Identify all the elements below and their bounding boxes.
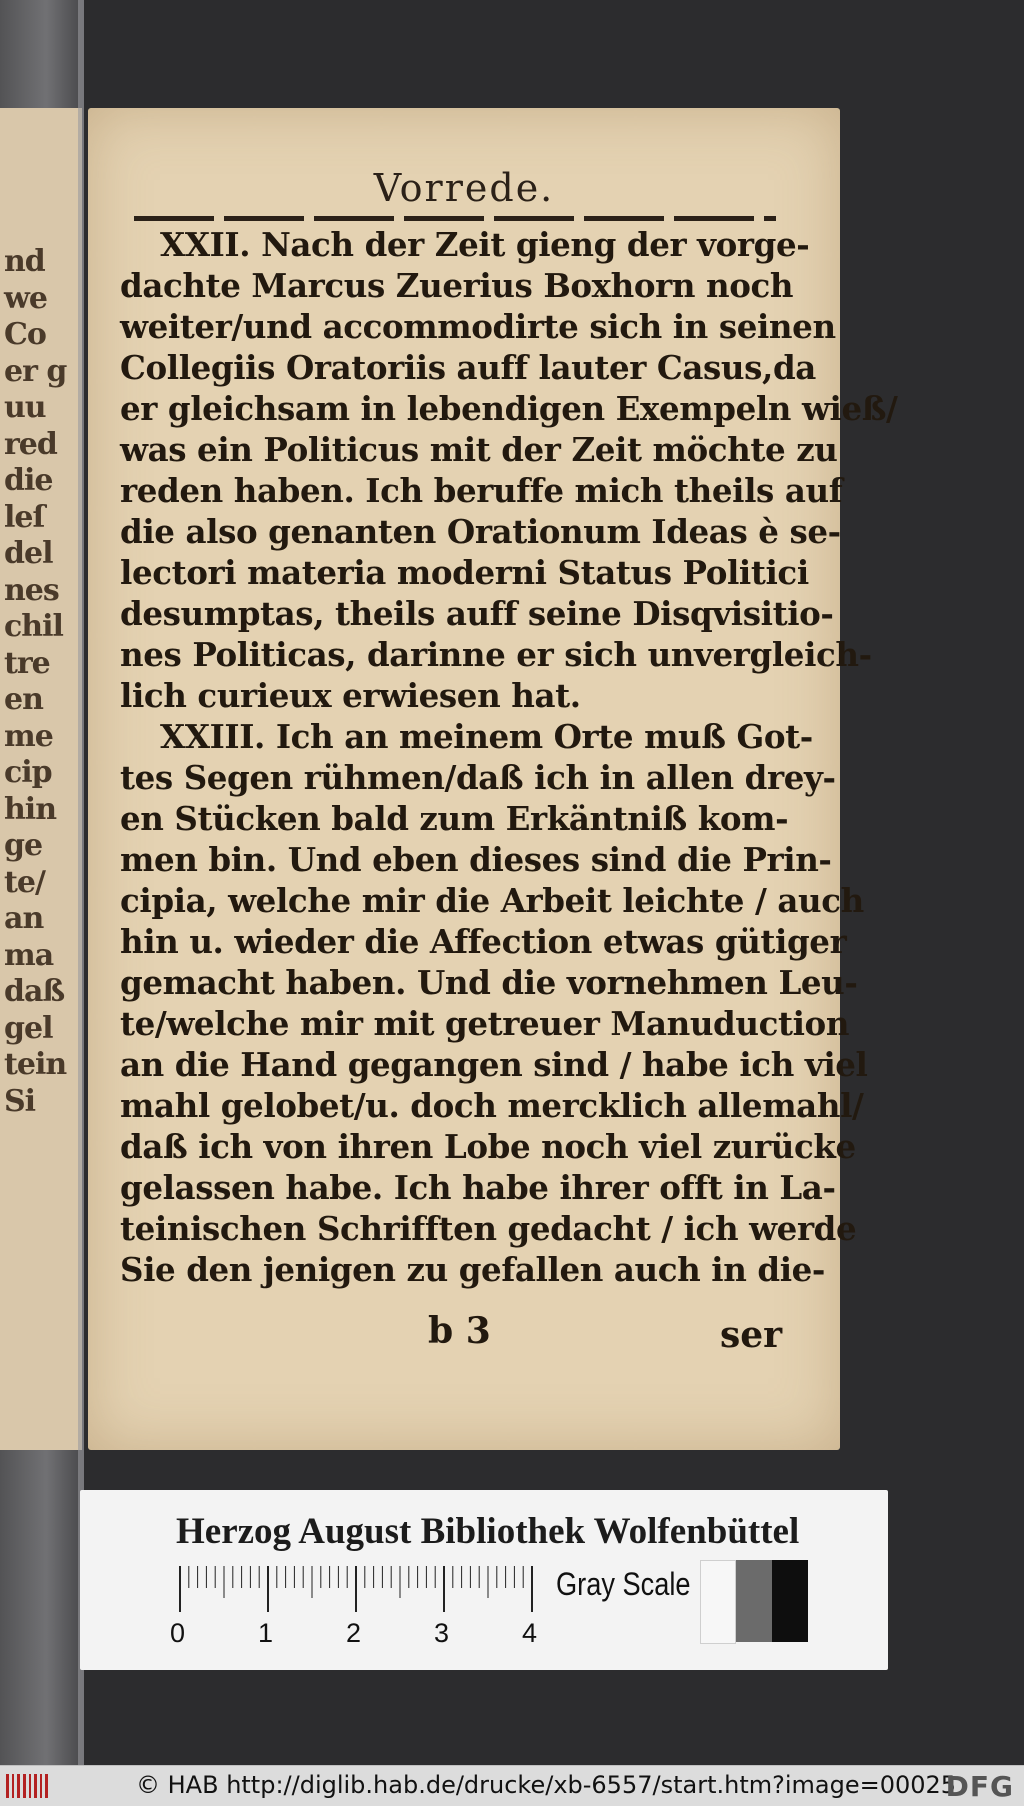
facing-text-fragment: an [4, 901, 44, 936]
facing-text-fragment: er g [4, 353, 67, 389]
text-line: was ein Politicus mit der Zeit möchte zu [120, 430, 838, 469]
text-line: mahl gelobet/u. doch mercklich allemahl/ [120, 1086, 864, 1125]
text-line: er gleichsam in lebendigen Exempeln wieß/ [120, 389, 898, 428]
signature-mark: b 3 [428, 1310, 491, 1352]
text-line: XXIII. Ich an meinem Orte muß Got- [160, 717, 813, 756]
ruler-number: 4 [522, 1618, 538, 1648]
text-line: dachte Marcus Zuerius Boxhorn noch [120, 266, 794, 305]
library-color-strip [80, 1490, 888, 1670]
facing-text-fragment: ge [4, 828, 43, 863]
library-name: Herzog August Bibliothek Wolfenbüttel [176, 1511, 800, 1552]
text-line: men bin. Und eben dieses sind die Prin- [120, 840, 832, 879]
text-line: te/welche mir mit getreuer Manuduction [120, 1004, 850, 1043]
text-line: Sie den jenigen zu gefallen auch in die- [120, 1250, 826, 1289]
facing-text-fragment: we [4, 280, 47, 316]
facing-text-fragment: daß [4, 974, 65, 1009]
facing-text-fragment: chil [4, 609, 63, 644]
facing-text-fragment: ma [4, 937, 54, 973]
facing-text-fragment: die [4, 463, 53, 498]
facing-text-fragment: Si [4, 1083, 36, 1119]
text-line: lectori materia moderni Status Politici [120, 553, 809, 592]
text-line: gemacht haben. Und die vornehmen Leu- [120, 963, 858, 1002]
text-line: Collegiis Oratoriis auff lauter Casus,da [120, 348, 816, 387]
ruler-number: 3 [434, 1618, 450, 1648]
page-text [120, 224, 898, 1290]
text-line: an die Hand gegangen sind / habe ich viel [120, 1045, 868, 1084]
page-header: Vorrede. [373, 166, 555, 210]
text-line: lich curieux erwiesen hat. [120, 676, 581, 715]
gray-swatch-mid [736, 1560, 772, 1642]
text-line: teinischen Schrifften gedacht / ich werde [120, 1209, 857, 1248]
facing-text-fragment: del [4, 536, 53, 571]
facing-text-fragment: cip [4, 755, 52, 790]
facing-text-fragment: leſ [4, 499, 45, 535]
gray-swatch-black [772, 1560, 808, 1642]
facing-page [0, 108, 82, 1450]
facing-text-fragment: me [4, 718, 53, 754]
facing-text-fragment: nd [4, 244, 45, 279]
facing-text-fragment: uu [4, 390, 46, 425]
text-line: cipia, welche mir die Arbeit leichte / auch [120, 881, 864, 920]
text-line: gelassen habe. Ich habe ihrer offt in La- [120, 1168, 836, 1207]
text-line: tes Segen rühmen/daß ich in allen drey- [120, 758, 836, 797]
text-line: die also genanten Orationum Ideas è se- [120, 512, 841, 551]
footer-bar [0, 1765, 1024, 1806]
hab-logo-icon [6, 1774, 48, 1798]
facing-text-fragment: hin [4, 791, 57, 827]
book-page [88, 108, 898, 1450]
text-line: reden haben. Ich beruffe mich theils auf [120, 471, 843, 510]
text-line: weiter/und accommodirte sich in seinen [120, 307, 836, 346]
ruler-number: 0 [170, 1618, 186, 1648]
text-line: nes Politicas, darinne er sich unvergleich- [120, 635, 872, 674]
gray-scale-swatches [700, 1560, 808, 1642]
footer-copyright-link[interactable]: © HAB http://diglib.hab.de/drucke/xb-6557/start.htm?image=00025 [136, 1771, 957, 1799]
text-line: daß ich von ihren Lobe noch viel zurücke [120, 1127, 856, 1166]
facing-text-fragment: tein [4, 1047, 67, 1082]
ruler-numbers [170, 1618, 550, 1652]
ruler-number: 1 [258, 1618, 274, 1648]
text-line: en Stücken bald zum Erkäntniß kom- [120, 799, 789, 838]
text-line: desumptas, theils auff seine Disqvisitio- [120, 594, 834, 633]
facing-text-fragment: red [4, 426, 57, 462]
text-line: hin u. wieder die Affection etwas gütiger [120, 922, 847, 961]
ruler-scale [178, 1566, 534, 1612]
facing-text-fragment: Co [4, 317, 46, 352]
facing-text-fragment: en [4, 682, 43, 717]
facing-text-fragment: gel [4, 1010, 53, 1046]
header-rule [134, 216, 776, 221]
dfg-logo: DFG [945, 1770, 1014, 1803]
text-line: XXII. Nach der Zeit gieng der vorge- [160, 225, 810, 264]
facing-text-fragment: te/ [4, 864, 45, 900]
facing-text-fragment: tre [4, 645, 50, 681]
facing-text-fragment: nes [4, 572, 59, 608]
gray-swatch-white [700, 1560, 736, 1644]
gray-scale-label: Gray Scale [556, 1566, 691, 1602]
catchword: ser [720, 1314, 783, 1356]
ruler-number: 2 [346, 1618, 362, 1648]
